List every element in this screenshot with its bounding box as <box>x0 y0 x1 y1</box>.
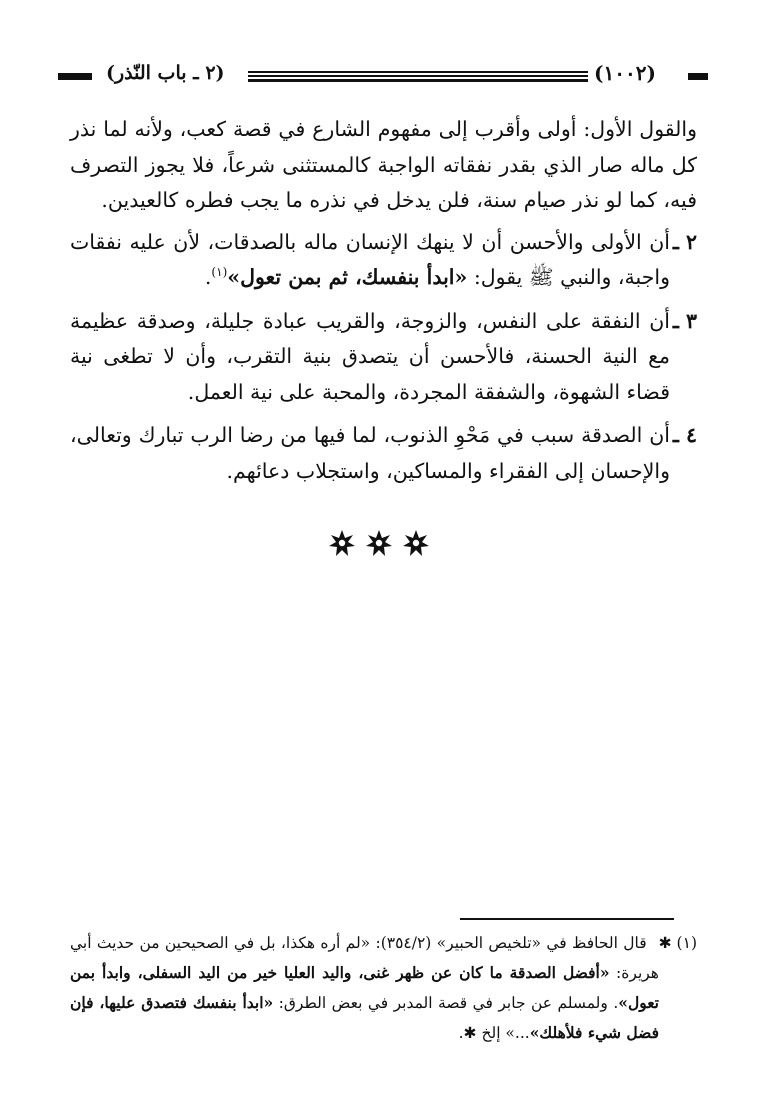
footnote-divider <box>460 918 674 920</box>
footnote-text: ...» إلخ <box>481 1024 530 1042</box>
main-text <box>70 112 697 497</box>
hadith-quote: «ابدأ بنفسك، ثم بمن تعول» <box>227 265 468 289</box>
ornament-star-icon <box>329 530 355 556</box>
ornament-star-icon <box>403 530 429 556</box>
item-text: أن النفقة على النفس، والزوجة، والقريب عبادة جليلة، وصدقة عظيمة مع النية الحسنة، فالأحسن أن يتصدق بنية التقرب، وأن لا تطغى نية قضاء الشهوة، والشفقة المجردة، والمحبة على نية العمل. <box>70 308 670 404</box>
item-text: أن الصدقة سبب في مَحْوِ الذنوب، لما فيها من رضا الرب تبارك وتعالى، والإحسان إلى الفقراء والمساكين، واستجلاب دعائهم. <box>70 423 670 483</box>
item-number: ٤ ـ <box>672 423 697 447</box>
section-separator <box>329 528 429 558</box>
ornament-star-icon <box>366 530 392 556</box>
item-text-end: . <box>204 265 212 289</box>
intro-paragraph: والقول الأول: أولى وأقرب إلى مفهوم الشارع في قصة كعب، ولأنه لما نذر كل ماله صار الذي بقدر نفقاته الواجبة كالمستثنى شرعاً، فلا يجوز التصرف فيه، كما لو نذر صيام سنة، فلن يدخل في نذره ما يجب فطره كالعيدين. <box>70 117 697 212</box>
footnote <box>70 929 697 1048</box>
list-item <box>70 225 697 296</box>
header-ornament-right <box>688 73 708 80</box>
footnote-reference[interactable]: (١) <box>211 265 228 280</box>
item-number: ٣ ـ <box>672 308 697 333</box>
chapter-title: (٢ ـ باب النّذر) <box>106 62 225 84</box>
list-item <box>70 418 697 489</box>
footnote-hadith: «أفضل الصدقة ما كان عن ظهر غنى، واليد العليا خير من اليد السفلى، وابدأ بمن تعول» <box>70 963 659 1012</box>
footnote-body <box>70 929 659 1048</box>
header-rule <box>248 71 588 73</box>
item-text: أن الأولى والأحسن أن لا ينهك الإنسان ماله بالصدقات، لأن عليه نفقات واجبة، والنبي ﷺ يقول: <box>70 229 671 289</box>
footnote-text: . ولمسلم عن جابر في قصة المدبر في بعض الطرق: <box>273 994 619 1012</box>
footnote-text: قال الحافظ في «تلخيص الحبير» (٣٥٤/٢): «لم أره هكذا، بل في الصحيحين من حديث أبي هريرة: <box>70 934 659 982</box>
footnote-label: (١) ✱ <box>658 934 697 952</box>
header-ornament-left <box>58 73 92 80</box>
header-rule <box>248 79 588 82</box>
footnote-hadith: «ابدأ بنفسك فتصدق عليها، فإن فضل شيء فلأهلك» <box>70 993 659 1042</box>
footnote-end-mark: ✱. <box>458 1024 477 1042</box>
footnote-number: (١) <box>676 934 697 952</box>
item-number: ٢ ـ <box>672 229 697 254</box>
page-number: (١٠٠٢) <box>594 61 656 85</box>
list-item <box>70 304 697 411</box>
page-header <box>58 58 708 94</box>
header-rule <box>248 75 588 77</box>
